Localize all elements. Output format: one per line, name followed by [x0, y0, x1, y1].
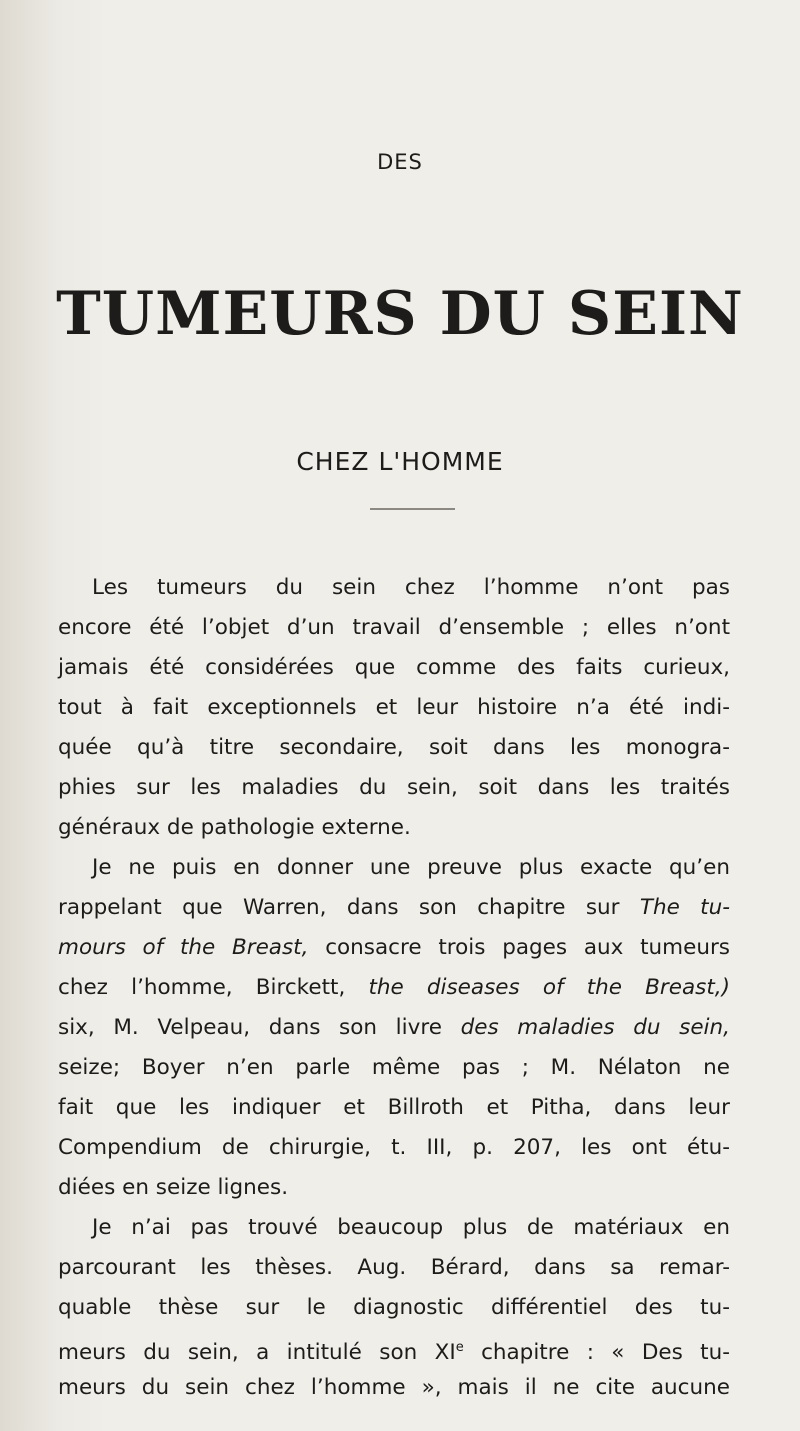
text-line: généraux de pathologie externe. — [58, 815, 411, 840]
ornamental-rule — [370, 508, 455, 510]
text-line: rappelant que Warren, dans son chapitre sur The tu- — [58, 895, 730, 920]
text-line: phies sur les maladies du sein, soit dans les traités — [58, 775, 730, 800]
italic-title: The tu- — [639, 895, 730, 920]
subtitle: CHEZ L'HOMME — [296, 447, 504, 476]
text-line: meurs du sein, a intitulé son XIe chapitre : « Des tu- — [58, 1340, 730, 1366]
text-line: Les tumeurs du sein chez l’homme n’ont pas — [92, 575, 730, 600]
text-line: encore été l’objet d’un travail d’ensemble ; elles n’ont — [58, 615, 730, 640]
text-line: quable thèse sur le diagnostic différentiel des tu- — [58, 1295, 730, 1320]
italic-title: the diseases of the Breast,) — [368, 975, 730, 1000]
text-line: jamais été considérées que comme des faits curieux, — [58, 655, 730, 680]
text-line: quée qu’à titre secondaire, soit dans les monogra- — [58, 735, 730, 760]
text-line: Je ne puis en donner une preuve plus exacte qu’en — [92, 855, 730, 880]
text-line: chez l’homme, Birckett, the diseases of the Breast,) — [58, 975, 730, 1000]
main-title: TUMEURS DU SEIN — [56, 279, 744, 349]
text-line: parcourant les thèses. Aug. Bérard, dans sa remar- — [58, 1255, 730, 1280]
italic-title: des maladies du sein, — [460, 1015, 730, 1040]
text-line: diées en seize lignes. — [58, 1175, 289, 1200]
text-line: fait que les indiquer et Billroth et Pitha, dans leur — [58, 1095, 730, 1120]
pre-title: DES — [377, 150, 423, 174]
text-line: seize; Boyer n’en parle même pas ; M. Nélaton ne — [58, 1055, 730, 1080]
text-line: Compendium de chirurgie, t. III, p. 207, les ont étu- — [58, 1135, 730, 1160]
text-line: Je n’ai pas trouvé beaucoup plus de matériaux en — [92, 1215, 730, 1240]
text-line: meurs du sein chez l’homme », mais il ne cite aucune — [58, 1375, 730, 1400]
italic-title: mours of the Breast, — [58, 935, 309, 960]
text-line: tout à fait exceptionnels et leur histoire n’a été indi- — [58, 695, 730, 720]
text-line: six, M. Velpeau, dans son livre des maladies du sein, — [58, 1015, 730, 1040]
body-text — [58, 568, 730, 1408]
superscript: e — [455, 1340, 464, 1355]
text-line: mours of the Breast, consacre trois pages aux tumeurs — [58, 935, 730, 960]
